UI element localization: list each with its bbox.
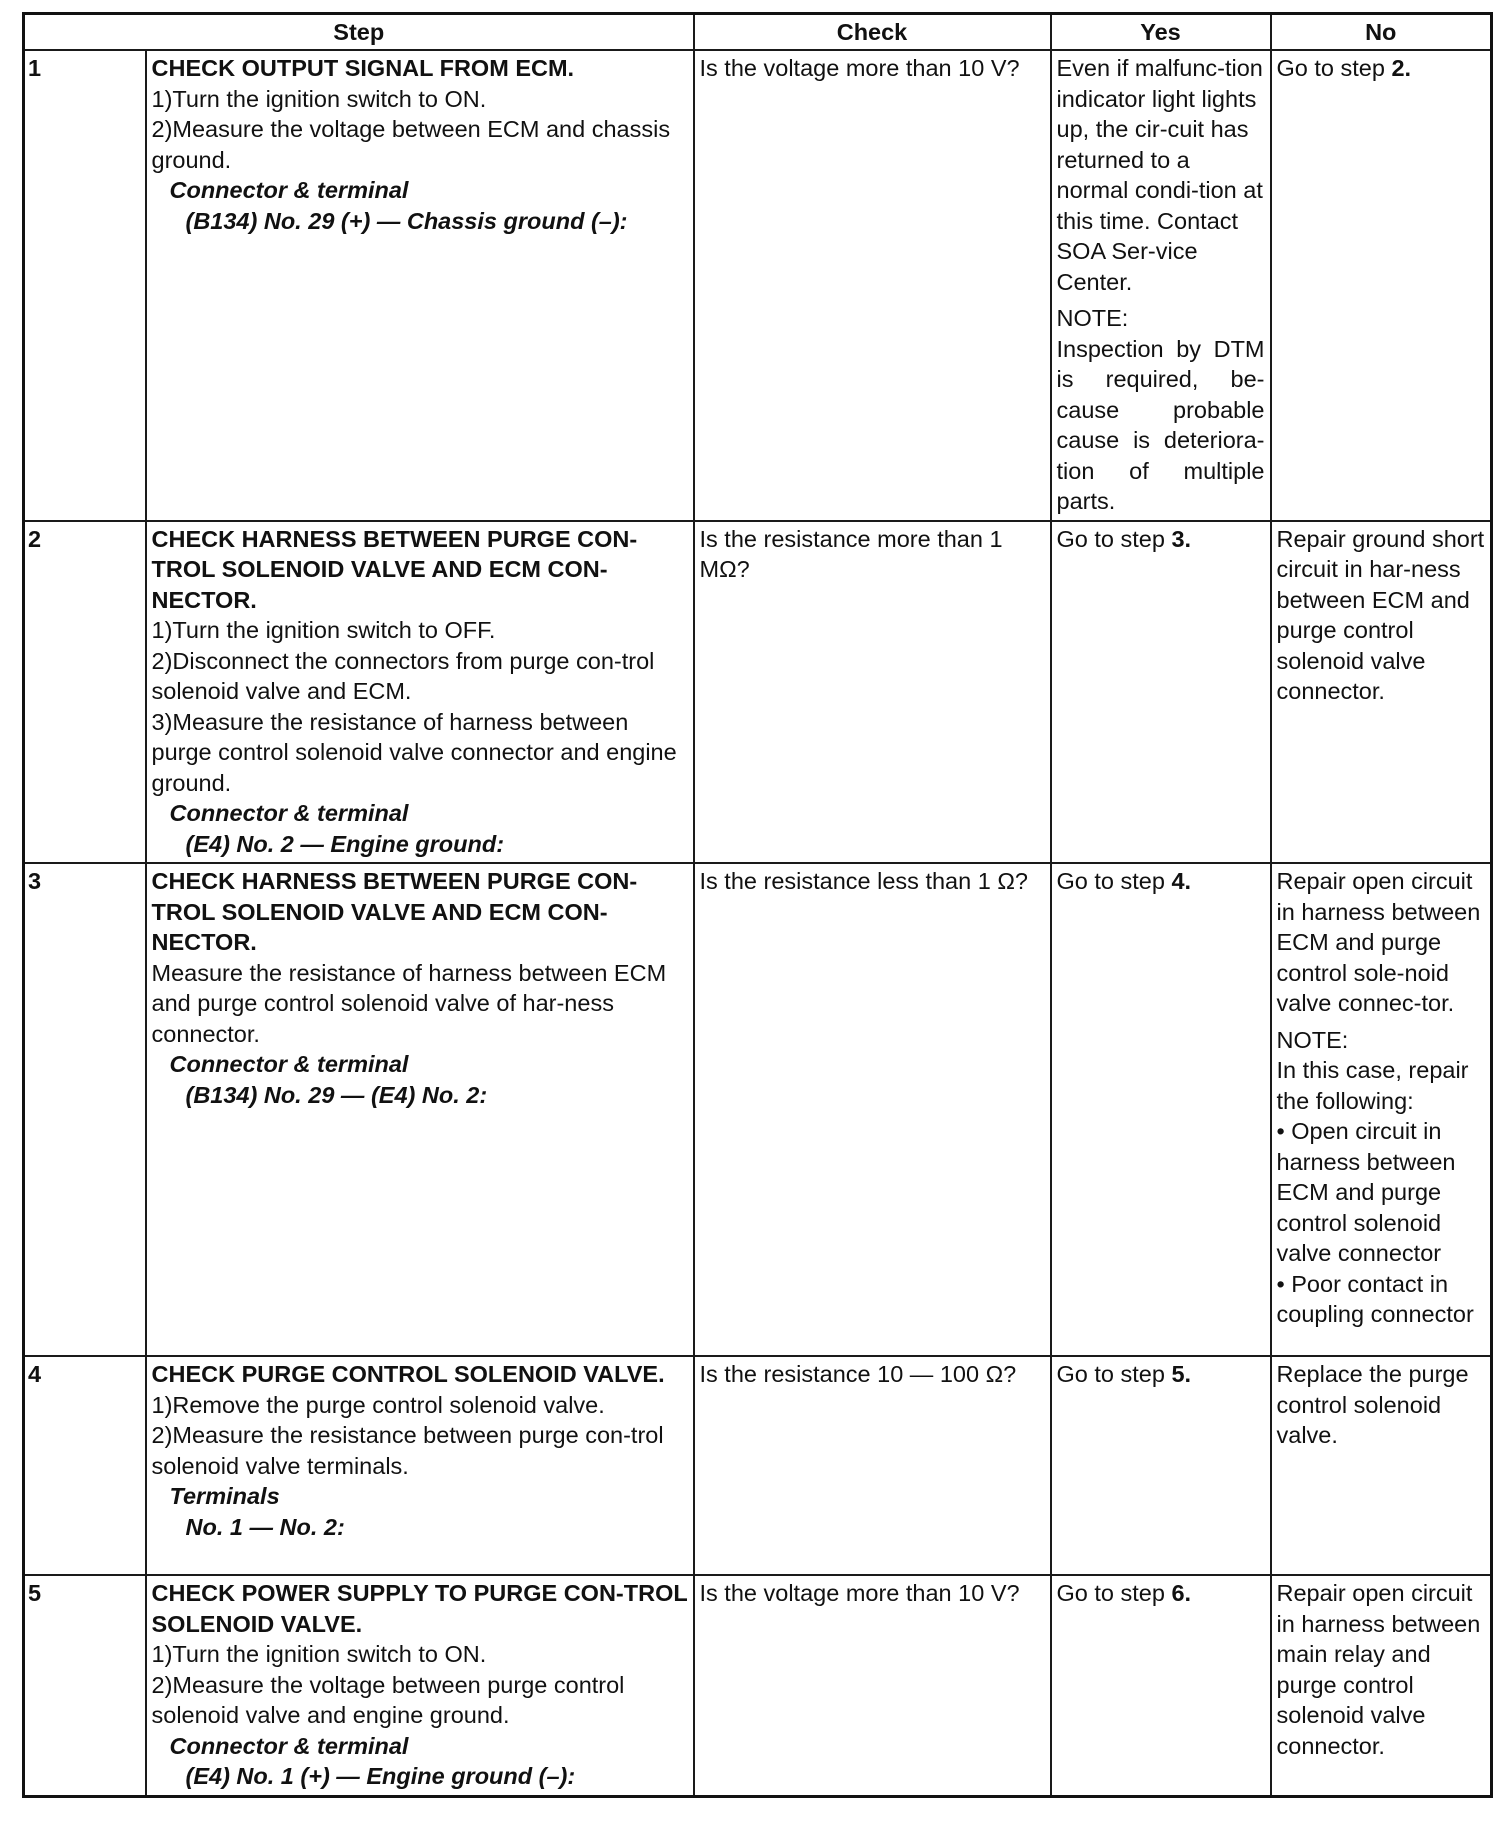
check-cell: Is the resistance less than 1 Ω? xyxy=(694,863,1051,1356)
terminals-value: No. 1 — No. 2: xyxy=(185,1513,345,1540)
terminals-label: Terminals xyxy=(169,1483,280,1509)
step-instruction: 2)Measure the voltage between purge control solenoid valve and engine ground. xyxy=(151,1671,625,1728)
connector-value: (E4) No. 1 (+) — Engine ground (–): xyxy=(185,1763,576,1789)
no-bullet-item: • Poor contact in coupling connector xyxy=(1276,1270,1474,1327)
yes-step-ref: 3. xyxy=(1171,525,1192,552)
step-cell xyxy=(146,1356,694,1575)
no-prefix: Go to step xyxy=(1276,55,1392,81)
step-title: CHECK PURGE CONTROL SOLENOID VALVE. xyxy=(151,1361,665,1387)
step-cell xyxy=(146,50,694,521)
no-cell: Repair open circuit in harness between main relay and purge control solenoid valve connector. xyxy=(1271,1575,1492,1796)
step-number: 2 xyxy=(24,521,146,864)
connector-value: (E4) No. 2 — Engine ground: xyxy=(185,830,505,857)
no-step-ref: 2. xyxy=(1391,55,1412,81)
yes-prefix: Go to step xyxy=(1056,525,1172,552)
step-cell xyxy=(146,1575,694,1796)
connector-label: Connector & terminal xyxy=(169,1732,409,1759)
step-number: 5 xyxy=(24,1575,146,1796)
yes-step-ref: 5. xyxy=(1171,1361,1192,1387)
header-no: No xyxy=(1271,14,1492,51)
no-cell: Repair ground short circuit in har-ness between ECM and purge control solenoid valve connector. xyxy=(1271,521,1492,864)
no-cell xyxy=(1271,50,1492,521)
step-number: 4 xyxy=(24,1356,146,1575)
no-note-label: NOTE: xyxy=(1276,1026,1349,1053)
step-title: CHECK HARNESS BETWEEN PURGE CON-TROL SOLENOID VALVE AND ECM CON-NECTOR. xyxy=(151,525,638,613)
step-title: CHECK OUTPUT SIGNAL FROM ECM. xyxy=(151,55,575,81)
step-instruction: 1)Turn the ignition switch to OFF. xyxy=(151,617,496,643)
no-bullet-item: • Open circuit in harness between ECM and purge control solenoid valve connector xyxy=(1276,1118,1456,1266)
connector-label: Connector & terminal xyxy=(169,177,409,203)
check-cell: Is the resistance 10 — 100 Ω? xyxy=(694,1356,1051,1575)
step-number: 3 xyxy=(24,863,146,1356)
table-row xyxy=(24,1356,1492,1575)
table-row xyxy=(24,521,1492,864)
step-title: CHECK HARNESS BETWEEN PURGE CON-TROL SOLENOID VALVE AND ECM CON-NECTOR. xyxy=(151,868,638,955)
table-row xyxy=(24,50,1492,521)
yes-step-ref: 4. xyxy=(1171,868,1192,894)
check-cell: Is the voltage more than 10 V? xyxy=(694,1575,1051,1796)
step-instruction: 1)Turn the ignition switch to ON. xyxy=(151,1641,487,1667)
yes-prefix: Go to step xyxy=(1056,1580,1172,1606)
no-text: Repair open circuit in harness between ECM and purge control sole-noid valve connec-tor. xyxy=(1276,868,1481,1016)
yes-cell xyxy=(1051,521,1271,864)
yes-cell xyxy=(1051,863,1271,1356)
yes-cell xyxy=(1051,1356,1271,1575)
yes-text: Even if malfunc-tion indicator light lights up, the cir-cuit has returned to a normal condi-tion at this time. Contact SOA Ser-vice Center. xyxy=(1056,55,1263,295)
step-instruction: 3)Measure the resistance of harness between purge control solenoid valve connector and engine ground. xyxy=(151,708,677,796)
diagnostic-procedure-table xyxy=(22,12,1493,1798)
yes-note-label: NOTE: xyxy=(1056,305,1129,331)
yes-note-text: Inspection by DTM is required, be-cause probable cause is deteriora-tion of multiple parts. xyxy=(1056,335,1265,514)
step-instruction: 2)Measure the resistance between purge con-trol solenoid valve terminals. xyxy=(151,1422,664,1479)
step-instruction: 2)Measure the voltage between ECM and chassis ground. xyxy=(151,116,671,173)
step-instruction: Measure the resistance of harness between ECM and purge control solenoid valve of har-ness connector. xyxy=(151,959,667,1047)
connector-label: Connector & terminal xyxy=(169,1051,409,1077)
step-cell xyxy=(146,863,694,1356)
yes-cell xyxy=(1051,1575,1271,1796)
step-instruction: 2)Disconnect the connectors from purge con-trol solenoid valve and ECM. xyxy=(151,647,655,704)
step-instruction: 1)Turn the ignition switch to ON. xyxy=(151,85,487,112)
step-cell xyxy=(146,521,694,864)
header-check: Check xyxy=(694,14,1051,51)
no-cell: Replace the purge control solenoid valve. xyxy=(1271,1356,1492,1575)
no-cell xyxy=(1271,863,1492,1356)
header-step: Step xyxy=(24,14,694,51)
table-row xyxy=(24,1575,1492,1796)
connector-value: (B134) No. 29 — (E4) No. 2: xyxy=(185,1081,488,1108)
yes-cell xyxy=(1051,50,1271,521)
table-header-row xyxy=(24,14,1492,51)
yes-prefix: Go to step xyxy=(1056,1361,1172,1387)
connector-value: (B134) No. 29 (+) — Chassis ground (–): xyxy=(185,207,628,234)
header-yes: Yes xyxy=(1051,14,1271,51)
no-note-text: In this case, repair the following: xyxy=(1276,1057,1469,1114)
connector-label: Connector & terminal xyxy=(169,800,409,826)
check-cell: Is the voltage more than 10 V? xyxy=(694,50,1051,521)
step-title: CHECK POWER SUPPLY TO PURGE CON-TROL SOLENOID VALVE. xyxy=(151,1580,688,1637)
step-number: 1 xyxy=(24,50,146,521)
step-instruction: 1)Remove the purge control solenoid valve. xyxy=(151,1391,605,1418)
yes-prefix: Go to step xyxy=(1056,868,1172,894)
yes-step-ref: 6. xyxy=(1171,1580,1192,1606)
check-cell: Is the resistance more than 1 MΩ? xyxy=(694,521,1051,864)
table-row xyxy=(24,863,1492,1356)
